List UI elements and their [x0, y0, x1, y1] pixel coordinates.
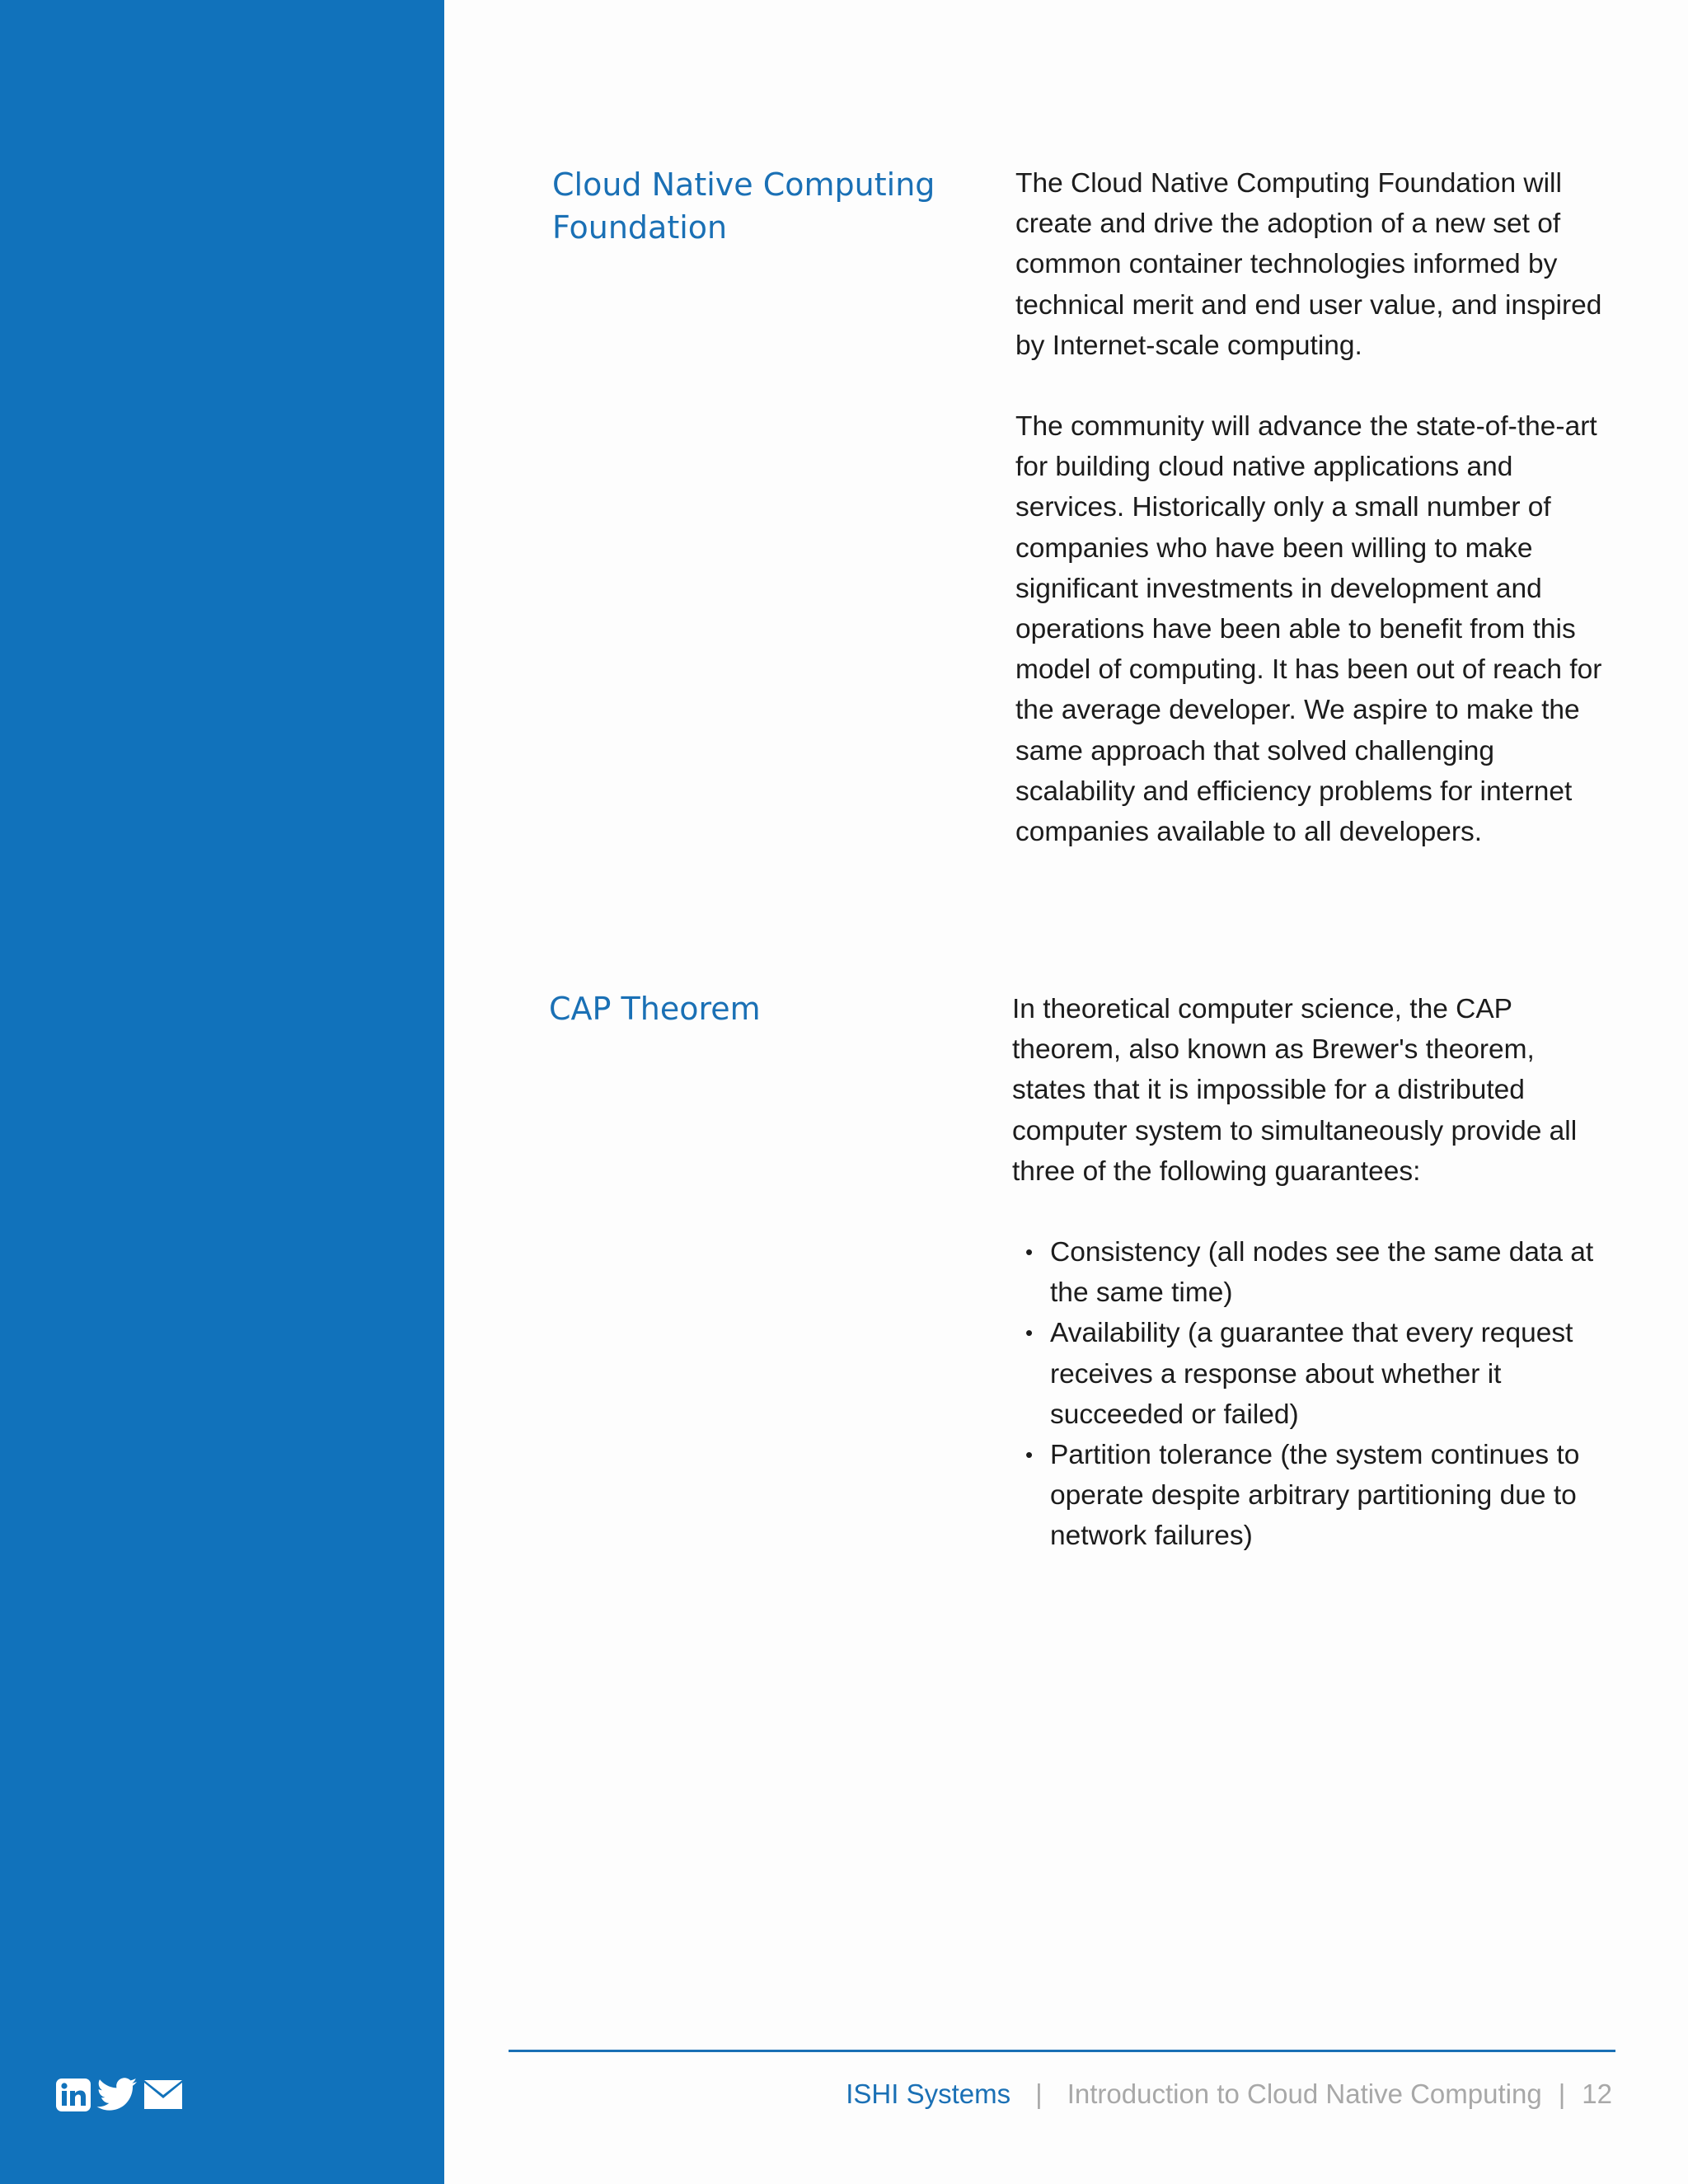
section-body-cncf [1015, 163, 1609, 852]
list-item [1025, 1313, 1606, 1435]
linkedin-icon[interactable] [55, 2078, 91, 2112]
list-item-text: Consistency (all nodes see the same data at the same time) [1050, 1237, 1594, 1309]
paragraph: The Cloud Native Computing Foundation will create and drive the adoption of a new set of common container technologies informed by technical merit and end user value, and inspired by Internet-scale computing. [1015, 168, 1602, 361]
twitter-icon[interactable] [96, 2078, 138, 2112]
social-links [55, 2078, 184, 2112]
bullet-icon: • [1025, 1320, 1034, 1346]
section-title-cncf: Cloud Native Computing Foundation [552, 166, 935, 246]
list-item-text: Partition tolerance (the system continues to operate despite arbitrary partitioning due to network failures) [1050, 1440, 1580, 1552]
list-item [1025, 1232, 1606, 1313]
sidebar-band [0, 0, 444, 2184]
paragraph: The community will advance the state-of-the-art for building cloud native applications and services. Historically only a small number of companies who have been willing to make significant investments in development and operations have been able to benefit from this model of computing. It has been out of reach for the average developer. We aspire to make the same approach that solved challenging scalability and efficiency problems for internet companies available to all developers. [1015, 411, 1602, 848]
bullet-icon: • [1025, 1442, 1034, 1468]
footer-company: ISHI Systems [846, 2079, 1011, 2109]
page-number: 12 [1582, 2079, 1612, 2109]
footer-separator: | [1035, 2079, 1043, 2109]
list-item-text: Availability (a guarantee that every request receives a response about whether it succeeded or failed) [1050, 1318, 1573, 1430]
list-item [1025, 1435, 1606, 1557]
footer-divider [509, 2050, 1615, 2052]
mail-icon[interactable] [143, 2079, 184, 2111]
bullet-icon: • [1025, 1240, 1034, 1265]
guarantee-list [1012, 1232, 1606, 1557]
footer-separator: | [1558, 2079, 1566, 2109]
footer-doc-title: Introduction to Cloud Native Computing [1067, 2079, 1542, 2109]
section-body-cap-theorem [1012, 989, 1606, 1557]
paragraph: In theoretical computer science, the CAP theorem, also known as Brewer's theorem, states that it is impossible for a distributed computer system to simultaneously provide all three of the following guarantees: [1012, 994, 1578, 1187]
footer [846, 2075, 1612, 2113]
section-title-cap-theorem: CAP Theorem [549, 991, 761, 1027]
